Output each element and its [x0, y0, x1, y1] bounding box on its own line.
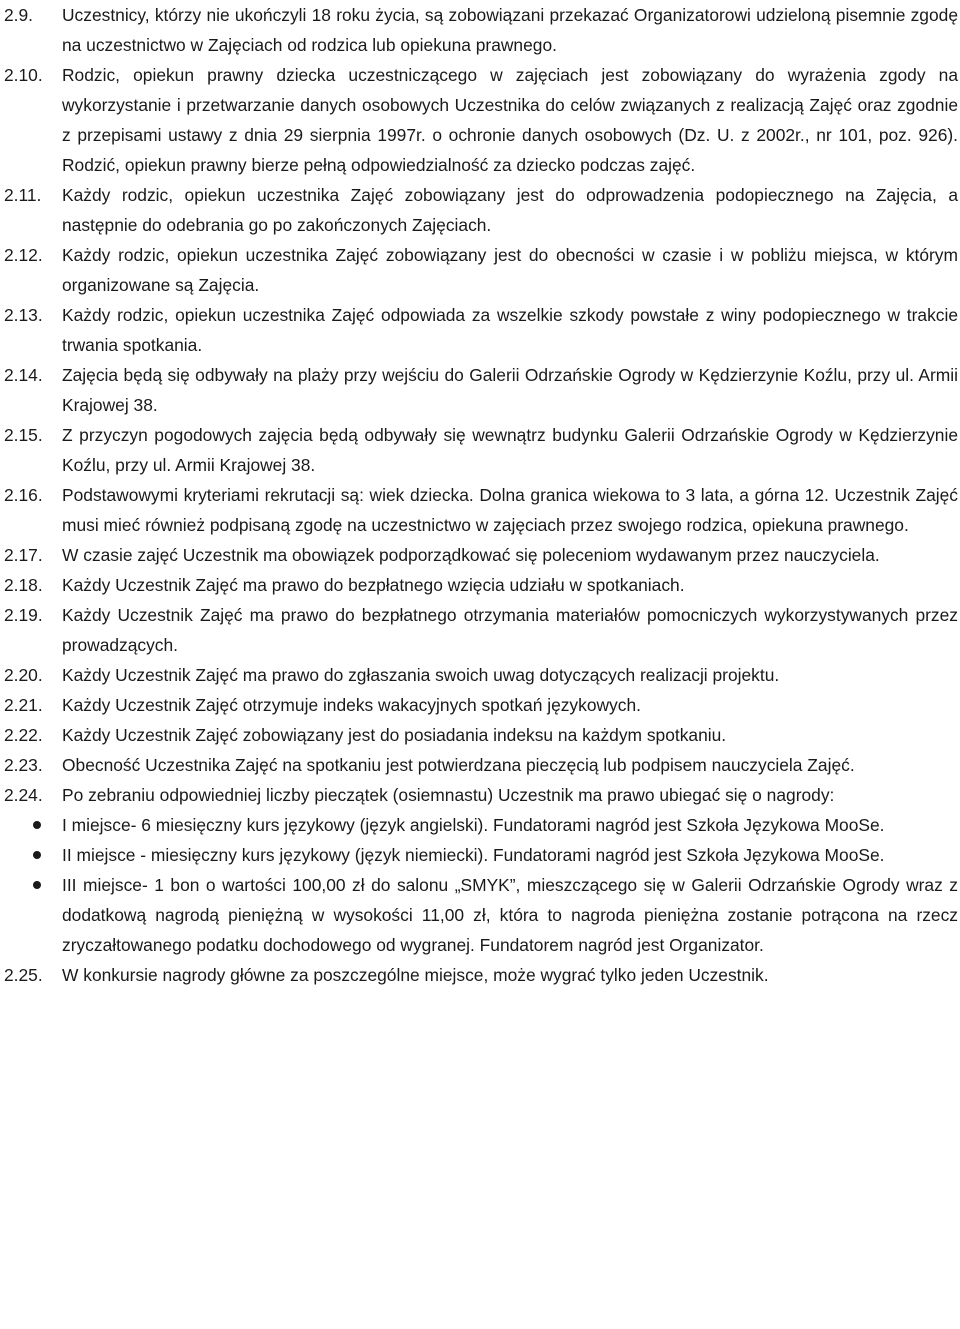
clause-text: Każdy rodzic, opiekun uczestnika Zajęć zobowiązany jest do odprowadzenia podopiecznego na Zajęcia, a następnie do odebrania go po zakończonych Zajęciach. [62, 185, 958, 235]
clause-2-15 [4, 420, 958, 480]
clause-2-25 [4, 960, 958, 990]
clause-number: 2.10. [4, 65, 43, 85]
clause-text: W konkursie nagrody główne za poszczególne miejsce, może wygrać tylko jeden Uczestnik. [62, 965, 769, 985]
clause-number: 2.21. [4, 695, 43, 715]
clause-text: Uczestnicy, którzy nie ukończyli 18 roku życia, są zobowiązani przekazać Organizatorowi udzieloną pisemnie zgodę na uczestnictwo w Zajęciach od rodzica lub opiekuna prawnego. [62, 5, 958, 55]
clause-number: 2.15. [4, 425, 43, 445]
prize-text: III miejsce- 1 bon o wartości 100,00 zł do salonu „SMYK”, mieszczącego się w Galerii Odrzańskie Ogrody wraz z dodatkową nagrodą pieniężną w wysokości 11,00 zł, która to nagroda pieniężna zostanie potrącona na rzecz zryczałtowanego podatku dochodowego od wygranej. Fundatorem nagród jest Organizator. [62, 875, 958, 955]
clause-number: 2.17. [4, 545, 43, 565]
clause-2-20 [4, 660, 958, 690]
clause-text: Rodzic, opiekun prawny dziecka uczestniczącego w zajęciach jest zobowiązany do wyrażenia zgody na wykorzystanie i przetwarzanie danych osobowych Uczestnika do celów związanych z realizacją Zajęć oraz zgodnie z przepisami ustawy z dnia 29 sierpnia 1997r. o ochronie danych osobowych (Dz. U. z 2002r., nr 101, poz. 926). Rodzić, opiekun prawny bierze pełną odpowiedzialność za dziecko podczas zajęć. [62, 65, 958, 175]
clause-2-14 [4, 360, 958, 420]
clause-number: 2.25. [4, 965, 43, 985]
clause-text: Zajęcia będą się odbywały na plaży przy wejściu do Galerii Odrzańskie Ogrody w Kędzierzynie Koźlu, przy ul. Armii Krajowej 38. [62, 365, 958, 415]
clause-number: 2.22. [4, 725, 43, 745]
bullet-icon [33, 851, 41, 859]
clause-text: Każdy Uczestnik Zajęć otrzymuje indeks wakacyjnych spotkań językowych. [62, 695, 641, 715]
prize-list-item [4, 810, 958, 840]
clause-number: 2.23. [4, 755, 43, 775]
clause-2-19 [4, 600, 958, 660]
clause-text: Z przyczyn pogodowych zajęcia będą odbywały się wewnątrz budynku Galerii Odrzańskie Ogrody w Kędzierzynie Koźlu, przy ul. Armii Krajowej 38. [62, 425, 958, 475]
clause-text: Obecność Uczestnika Zajęć na spotkaniu jest potwierdzana pieczęcią lub podpisem nauczyciela Zajęć. [62, 755, 855, 775]
clause-2-11 [4, 180, 958, 240]
clause-text: Po zebraniu odpowiedniej liczby pieczątek (osiemnastu) Uczestnik ma prawo ubiegać się o nagrody: [62, 785, 835, 805]
clause-2-16 [4, 480, 958, 540]
clause-number: 2.12. [4, 245, 43, 265]
bullet-icon [33, 881, 41, 889]
clause-2-23 [4, 750, 958, 780]
prize-list-item [4, 840, 958, 870]
clause-number: 2.24. [4, 785, 43, 805]
clause-text: W czasie zajęć Uczestnik ma obowiązek podporządkować się poleceniom wydawanym przez nauczyciela. [62, 545, 880, 565]
bullet-icon [33, 821, 41, 829]
clause-number: 2.14. [4, 365, 43, 385]
clause-2-13 [4, 300, 958, 360]
clause-text: Każdy Uczestnik Zajęć zobowiązany jest do posiadania indeksu na każdym spotkaniu. [62, 725, 727, 745]
clause-2-17 [4, 540, 958, 570]
prize-text: II miejsce - miesięczny kurs językowy (język niemiecki). Fundatorami nagród jest Szkoła Językowa MooSe. [62, 845, 885, 865]
clause-2-12 [4, 240, 958, 300]
clause-text: Każdy Uczestnik Zajęć ma prawo do bezpłatnego wzięcia udziału w spotkaniach. [62, 575, 685, 595]
clause-text: Każdy Uczestnik Zajęć ma prawo do bezpłatnego otrzymania materiałów pomocniczych wykorzystywanych przez prowadzących. [62, 605, 958, 655]
prize-list-item [4, 870, 958, 960]
clause-2-10 [4, 60, 958, 180]
clause-2-9 [4, 0, 958, 60]
clause-number: 2.18. [4, 575, 43, 595]
clause-text: Każdy rodzic, opiekun uczestnika Zajęć zobowiązany jest do obecności w czasie i w pobliżu miejsca, w którym organizowane są Zajęcia. [62, 245, 958, 295]
clause-2-24 [4, 780, 958, 810]
clause-text: Podstawowymi kryteriami rekrutacji są: wiek dziecka. Dolna granica wiekowa to 3 lata, a górna 12. Uczestnik Zajęć musi mieć również podpisaną zgodę na uczestnictwo w zajęciach przez swojego rodzica, opiekuna prawnego. [62, 485, 958, 535]
clause-2-18 [4, 570, 958, 600]
clause-number: 2.13. [4, 305, 43, 325]
clause-text: Każdy rodzic, opiekun uczestnika Zajęć odpowiada za wszelkie szkody powstałe z winy podopiecznego w trakcie trwania spotkania. [62, 305, 958, 355]
clause-number: 2.11. [4, 185, 42, 205]
clause-2-21 [4, 690, 958, 720]
clause-number: 2.19. [4, 605, 43, 625]
prize-text: I miejsce- 6 miesięczny kurs językowy (język angielski). Fundatorami nagród jest Szkoła Językowa MooSe. [62, 815, 885, 835]
regulation-document [4, 0, 958, 990]
clause-number: 2.16. [4, 485, 43, 505]
clause-text: Każdy Uczestnik Zajęć ma prawo do zgłaszania swoich uwag dotyczących realizacji projektu. [62, 665, 780, 685]
clause-2-22 [4, 720, 958, 750]
clause-number: 2.20. [4, 665, 43, 685]
clause-number: 2.9. [4, 5, 34, 25]
